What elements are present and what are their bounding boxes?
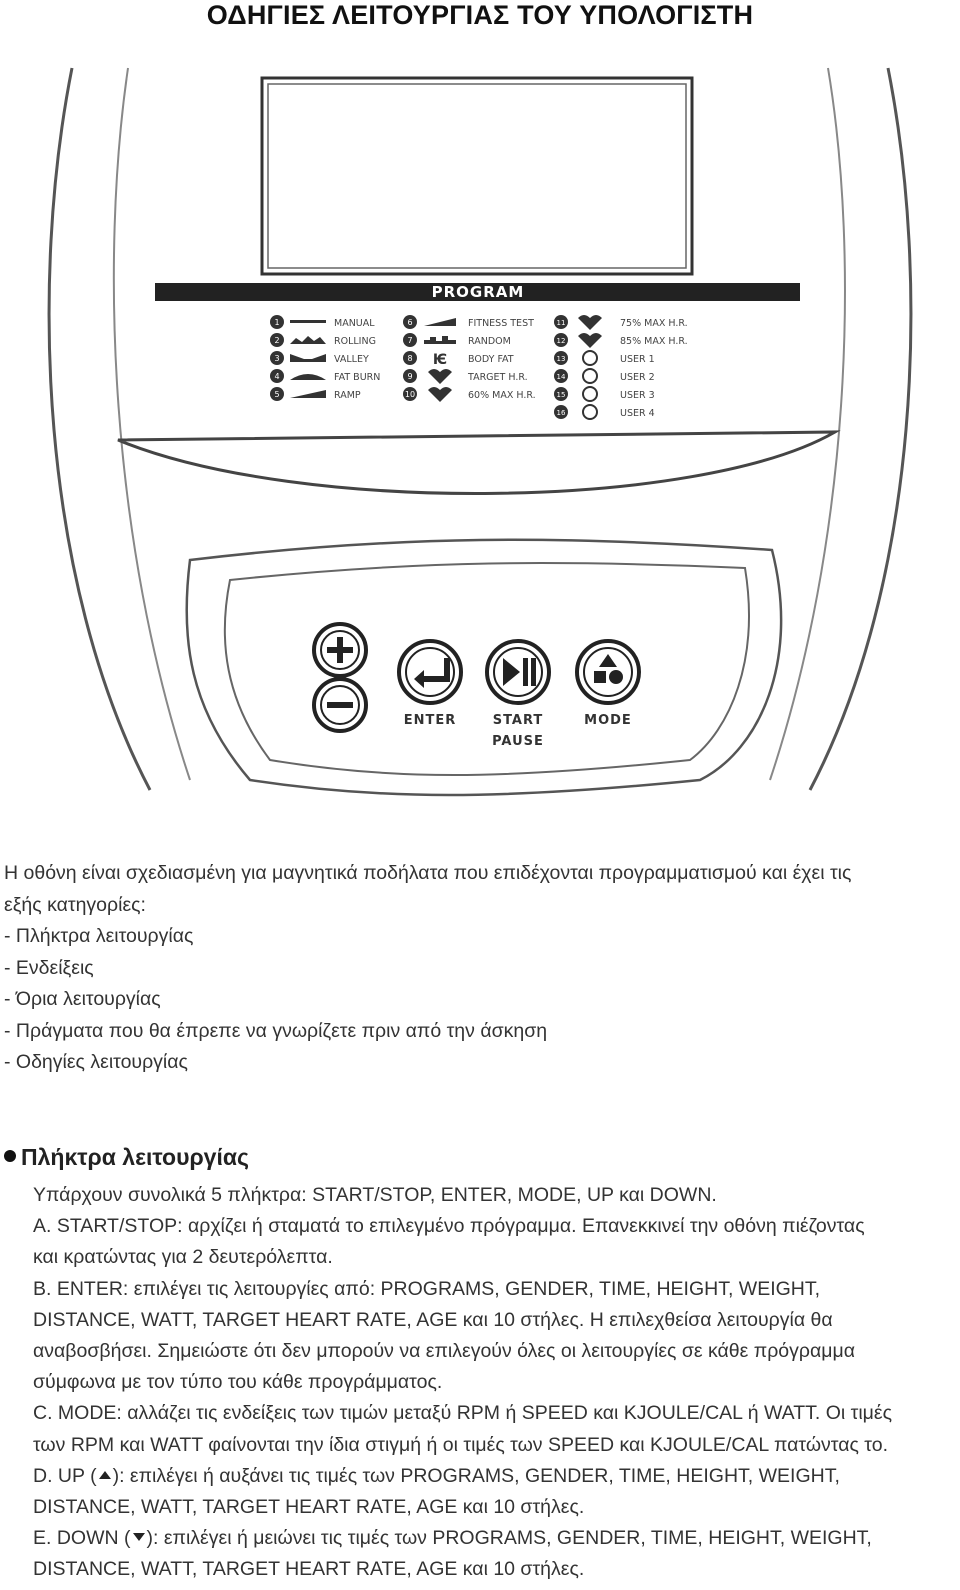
svg-text:13: 13 <box>556 355 566 363</box>
section-heading-text: Πλήκτρα λειτουργίας <box>21 1144 249 1170</box>
program-list-col3 <box>554 315 688 419</box>
svg-text:9: 9 <box>407 372 413 381</box>
svg-text:15: 15 <box>556 391 566 399</box>
console-inner-left <box>114 68 190 780</box>
program-list-col2 <box>403 315 536 402</box>
svg-text:BODY FAT: BODY FAT <box>468 354 514 365</box>
svg-text:TARGET H.R.: TARGET H.R. <box>468 372 528 383</box>
intro-list-item: - Πλήκτρα λειτουργίας <box>4 925 194 947</box>
minus-icon <box>327 702 353 708</box>
program-item <box>403 351 514 368</box>
down-prefix: E. DOWN ( <box>33 1527 131 1550</box>
program-item <box>554 315 688 330</box>
program-list-col1 <box>270 315 380 401</box>
up-suffix: ): επιλέγει ή αυξάνει τις τιμές των PROGRAMS, GENDER, TIME, HEIGHT, WEIGHT, <box>112 1464 840 1487</box>
section-heading <box>4 1144 249 1171</box>
svg-text:RAMP: RAMP <box>334 390 361 401</box>
section-body <box>33 1180 958 1586</box>
program-label: PROGRAM <box>431 283 525 301</box>
body-line: Υπάρχουν συνολικά 5 πλήκτρα: START/STOP, ENTER, MODE, UP και DOWN. <box>33 1184 717 1206</box>
lcd-screen <box>268 84 686 268</box>
intro-line: εξής κατηγορίες: <box>4 893 146 916</box>
svg-text:2: 2 <box>274 336 280 345</box>
up-arrow-icon <box>99 1471 111 1479</box>
svg-text:ROLLING: ROLLING <box>334 336 376 347</box>
program-item <box>270 369 380 383</box>
intro-line: Η οθόνη είναι σχεδιασμένη για μαγνητικά ποδήλατα που επιδέχονται προγραμματισμού και έχει τις <box>4 862 852 884</box>
program-item <box>403 333 511 347</box>
svg-text:FITNESS TEST: FITNESS TEST <box>468 318 534 329</box>
svg-text:1: 1 <box>274 318 280 327</box>
program-item <box>554 333 688 348</box>
body-line: DISTANCE, WATT, TARGET HEART RATE, AGE και 10 στήλες. <box>33 1496 585 1519</box>
intro-list-item: - Οδηγίες λειτουργίας <box>4 1051 188 1073</box>
svg-text:10: 10 <box>404 390 416 399</box>
pause-label: PAUSE <box>492 734 544 749</box>
program-item <box>270 315 375 329</box>
program-item <box>403 387 536 402</box>
svg-text:85% MAX H.R.: 85% MAX H.R. <box>620 336 688 347</box>
body-line: DISTANCE, WATT, TARGET HEART RATE, AGE και 10 στήλες. <box>33 1558 585 1581</box>
program-item <box>554 387 655 401</box>
svg-text:12: 12 <box>556 337 566 345</box>
program-item <box>403 315 534 329</box>
page-title: ΟΔΗΓΙΕΣ ΛΕΙΤΟΥΡΓΙΑΣ ΤΟΥ ΥΠΟΛΟΓΙΣΤΗ <box>206 0 754 30</box>
svg-text:11: 11 <box>556 319 566 327</box>
intro-text <box>4 858 954 1079</box>
svg-text:USER 4: USER 4 <box>620 408 655 419</box>
body-line: και κρατώντας για 2 δευτερόλεπτα. <box>33 1246 333 1269</box>
svg-text:VALLEY: VALLEY <box>334 354 369 365</box>
svg-text:75% MAX H.R.: 75% MAX H.R. <box>620 318 688 329</box>
console-housing-left <box>49 68 150 790</box>
body-line: των RPM και WATT φαίνονται την ίδια στιγμή ή οι τιμές των SPEED και KJOULE/CAL πατώντας το. <box>33 1433 889 1456</box>
console-housing-right <box>810 68 911 790</box>
mode-button[interactable] <box>577 641 639 728</box>
svg-text:USER 3: USER 3 <box>620 390 655 401</box>
mode-label: MODE <box>584 713 632 728</box>
enter-label: ENTER <box>403 713 457 728</box>
svg-text:6: 6 <box>407 318 413 327</box>
svg-text:4: 4 <box>274 372 280 381</box>
body-line-up <box>33 1461 958 1492</box>
up-prefix: D. UP ( <box>33 1464 97 1487</box>
svg-text:5: 5 <box>274 390 280 399</box>
bullet-icon <box>4 1150 16 1162</box>
enter-button[interactable] <box>399 641 461 728</box>
body-line: σύμφωνα με τον τύπο του κάθε προγράμματος. <box>33 1371 443 1394</box>
intro-list-item: - Πράγματα που θα έπρεπε να γνωρίζετε πριν από την άσκηση <box>4 1019 548 1042</box>
svg-text:Ѥ: Ѥ <box>432 352 448 368</box>
body-line: A. START/STOP: αρχίζει ή σταματά το επιλεγμένο πρόγραμμα. Επανεκκινεί την οθόνη πιέζοντας <box>33 1215 865 1238</box>
body-line: B. ENTER: επιλέγει τις λειτουργίες από: PROGRAMS, GENDER, TIME, HEIGHT, WEIGHT, <box>33 1277 821 1300</box>
program-item <box>554 351 655 365</box>
program-item <box>554 405 655 419</box>
svg-text:USER 1: USER 1 <box>620 354 655 365</box>
svg-text:MANUAL: MANUAL <box>334 318 375 329</box>
console-lip <box>118 432 835 493</box>
body-line-down <box>33 1523 958 1554</box>
svg-text:16: 16 <box>556 409 566 417</box>
program-item <box>554 369 655 383</box>
program-item <box>270 351 369 365</box>
intro-list-item: - Όρια λειτουργίας <box>4 988 161 1010</box>
svg-text:14: 14 <box>556 373 566 381</box>
svg-text:FAT BURN: FAT BURN <box>334 372 381 383</box>
svg-text:60% MAX H.R.: 60% MAX H.R. <box>468 390 536 401</box>
console-inner-right <box>770 68 845 780</box>
svg-text:8: 8 <box>407 354 413 363</box>
console-illustration <box>0 60 960 800</box>
svg-text:USER 2: USER 2 <box>620 372 655 383</box>
down-arrow-icon <box>133 1533 145 1541</box>
intro-list-item: - Ενδείξεις <box>4 956 94 979</box>
body-line: C. MODE: αλλάζει τις ενδείξεις των τιμών μεταξύ RPM ή SPEED και KJOULE/CAL ή WATT. Οι τιμές <box>33 1402 892 1425</box>
down-button[interactable] <box>314 679 366 731</box>
program-item <box>270 333 376 347</box>
down-suffix: ): επιλέγει ή μειώνει τις τιμές των PROGRAMS, GENDER, TIME, HEIGHT, WEIGHT, <box>146 1527 872 1550</box>
svg-text:RANDOM: RANDOM <box>468 336 511 347</box>
body-line: αναβοσβήσει. Σημειώστε ότι δεν μπορούν να επιλεγούν όλες οι λειτουργίες σε κάθε πρόγραμμα <box>33 1340 855 1363</box>
program-item <box>403 369 528 384</box>
svg-text:3: 3 <box>274 354 280 363</box>
svg-text:7: 7 <box>407 336 413 345</box>
program-item <box>270 387 361 401</box>
body-line: DISTANCE, WATT, TARGET HEART RATE, AGE και 10 στήλες. Η επιλεχθείσα λειτουργία θα <box>33 1308 833 1331</box>
up-button[interactable] <box>314 624 366 676</box>
start-label: START <box>492 713 544 728</box>
